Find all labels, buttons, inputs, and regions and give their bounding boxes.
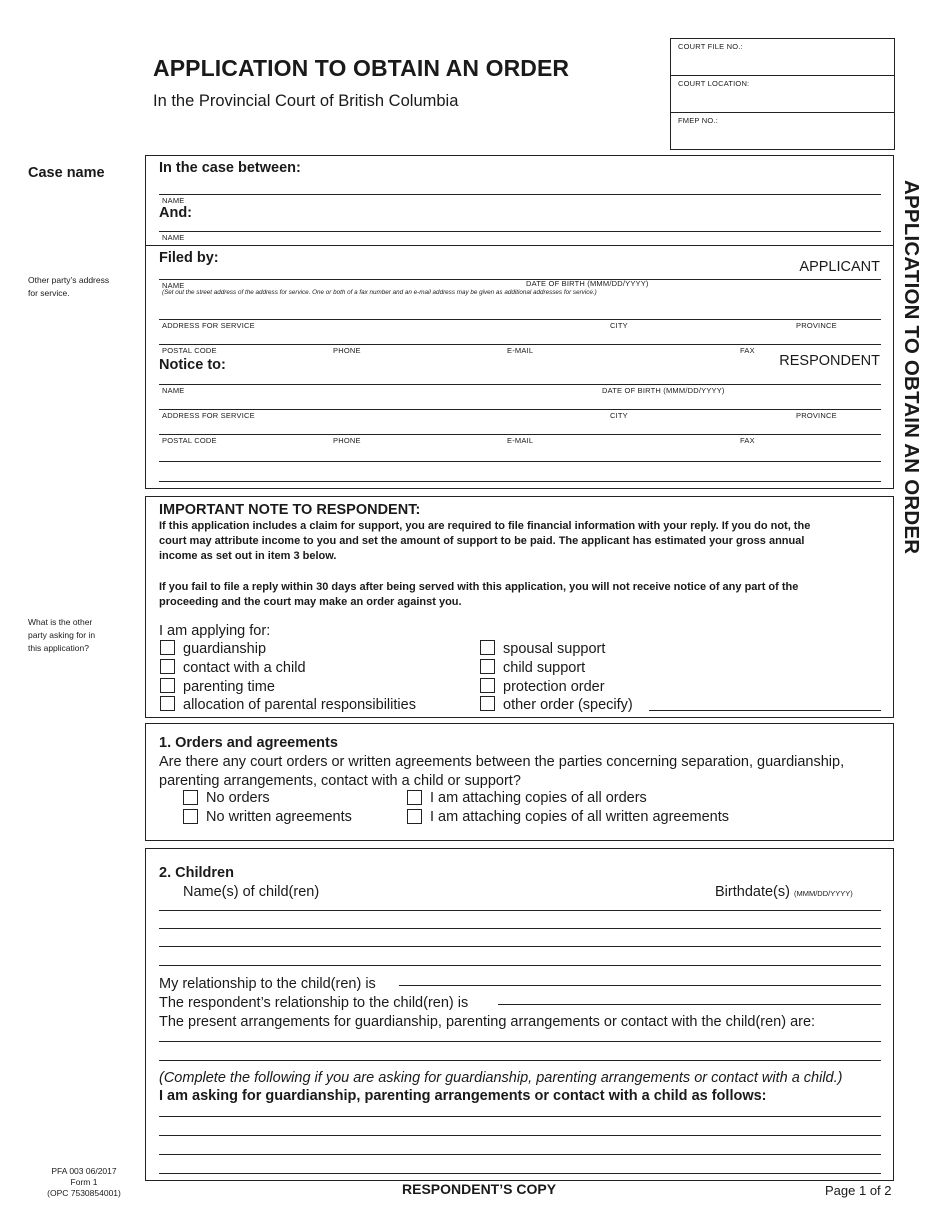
respondent-province-label: PROVINCE [796,411,837,420]
birthdates-label: Birthdate(s) (MMM/DD/YYYY) [715,884,853,900]
extra-line-1[interactable] [159,461,881,462]
case-parties-section [145,155,894,489]
case-name-label: Case name [28,165,105,181]
no-written-agreements-label: No written agreements [206,809,352,825]
respondent-contact-line[interactable] [159,434,881,435]
applying-hint: What is the other party asking for in this application? [28,617,96,653]
form-title: APPLICATION TO OBTAIN AN ORDER [153,55,570,81]
other-order-specify-line[interactable] [649,710,881,711]
reply-notice-text: If you fail to file a reply within 30 days after being served with this application, you will not receive notice of any part of the proceeding and the court may make an order against you. [159,581,799,608]
attaching-orders-checkbox[interactable] [407,790,422,805]
respondent-fax-label: FAX [740,436,755,445]
parenting-time-label: parenting time [183,679,275,695]
parental-responsibilities-checkbox[interactable] [160,696,175,711]
orders-agreements-question: Are there any court orders or written agreements between the parties concerning separation, guardianship, parenting arrangements, contact with a child or support? [159,754,845,789]
spousal-support-checkbox[interactable] [480,640,495,655]
respondent-relationship-line[interactable] [498,1004,881,1005]
child-line-2[interactable] [159,928,881,929]
orders-agreements-section [145,723,894,841]
in-case-between-heading: In the case between: [159,160,301,176]
applicant-name-line[interactable] [159,279,881,280]
other-order-checkbox[interactable] [480,696,495,711]
respondent-address-label: ADDRESS FOR SERVICE [162,411,255,420]
protection-order-checkbox[interactable] [480,678,495,693]
asking-line-3[interactable] [159,1154,881,1155]
address-service-note: (Set out the street address of the address for service. One or both of a fax number and an e-mail address may be given as additional addresses for service.) [162,289,597,296]
respondent-address-line[interactable] [159,409,881,410]
birthdates-format: (MMM/DD/YYYY) [793,889,853,898]
notice-to-heading: Notice to: [159,357,226,373]
attaching-agreements-checkbox[interactable] [407,809,422,824]
child-line-4[interactable] [159,965,881,966]
asking-for-label: I am asking for guardianship, parenting arrangements or contact with a child as follows: [159,1088,767,1104]
form-subtitle: In the Provincial Court of British Columbia [153,92,459,110]
complete-following-note: (Complete the following if you are asking for guardianship, parenting arrangements or contact with a child.) [159,1070,843,1086]
support-notice-text: If this application includes a claim for support, you are required to file financial information with your reply. If you do not, the court may attribute income to you and set the amount of support to be paid. The applicant has estimated your gross annual income as set out in item 3 below. [159,520,811,562]
guardianship-checkbox[interactable] [160,640,175,655]
applicant-role-label: APPLICANT [799,259,880,275]
spousal-support-label: spousal support [503,641,606,657]
parental-responsibilities-label: allocation of parental responsibilities [183,697,416,713]
no-written-agreements-checkbox[interactable] [183,809,198,824]
respondent-email-label: E-MAIL [507,436,534,445]
applicant-address-line[interactable] [159,319,881,320]
vertical-form-title: APPLICATION TO OBTAIN AN ORDER [900,180,923,555]
and-heading: And: [159,205,193,221]
respondent-postal-label: POSTAL CODE [162,436,217,445]
fmep-no-label: FMEP NO.: [678,116,718,125]
applicant-postal-label: POSTAL CODE [162,346,217,355]
court-location-label: COURT LOCATION: [678,79,750,88]
case-name-line-1[interactable] [159,194,881,195]
applicant-phone-label: PHONE [333,346,361,355]
attaching-orders-label: I am attaching copies of all orders [430,790,647,806]
child-line-3[interactable] [159,946,881,947]
guardianship-label: guardianship [183,641,267,657]
respondent-dob-label: DATE OF BIRTH (MMM/DD/YYYY) [602,386,725,395]
applicant-contact-line[interactable] [159,344,881,345]
my-relationship-line[interactable] [399,985,881,986]
children-section [145,848,894,1181]
child-line-1[interactable] [159,910,881,911]
my-relationship-label: My relationship to the child(ren) is [159,976,376,992]
asking-line-4[interactable] [159,1173,881,1174]
important-note-heading: IMPORTANT NOTE TO RESPONDENT: [159,502,421,518]
section-divider [146,245,893,246]
respondent-role-label: RESPONDENT [779,353,880,369]
court-info-box [670,38,895,150]
orders-agreements-heading: 1. Orders and agreements [159,735,338,751]
child-names-label: Name(s) of child(ren) [183,884,320,900]
applicant-city-label: CITY [610,321,628,330]
respondent-name-line[interactable] [159,384,881,385]
applicant-dob-label: DATE OF BIRTH (MMM/DD/YYYY) [526,279,649,288]
other-party-address-hint: Other party’s address for service. [28,275,110,298]
form-code-block: PFA 003 06/2017 Form 1 (OPC 7530854001) [47,1166,121,1198]
contact-with-child-checkbox[interactable] [160,659,175,674]
arrangements-line-1[interactable] [159,1041,881,1042]
applicant-email-label: E-MAIL [507,346,534,355]
respondent-name-label: NAME [162,386,185,395]
court-file-no-field[interactable] [671,39,894,76]
parenting-time-checkbox[interactable] [160,678,175,693]
respondent-city-label: CITY [610,411,628,420]
court-file-no-label: COURT FILE NO.: [678,42,743,51]
page-number: Page 1 of 2 [825,1183,892,1198]
asking-line-1[interactable] [159,1116,881,1117]
applicant-name-label: NAME [162,281,185,290]
attaching-agreements-label: I am attaching copies of all written agreements [430,809,730,825]
court-location-field[interactable] [671,76,894,113]
protection-order-label: protection order [503,679,605,695]
contact-with-child-label: contact with a child [183,660,306,676]
case-name-label-2: NAME [162,233,185,242]
applicant-fax-label: FAX [740,346,755,355]
children-heading: 2. Children [159,865,234,881]
fmep-no-field[interactable] [671,113,894,150]
other-order-label: other order (specify) [503,697,633,713]
no-orders-label: No orders [206,790,270,806]
arrangements-line-2[interactable] [159,1060,881,1061]
no-orders-checkbox[interactable] [183,790,198,805]
applicant-province-label: PROVINCE [796,321,837,330]
child-support-checkbox[interactable] [480,659,495,674]
child-support-label: child support [503,660,586,676]
asking-line-2[interactable] [159,1135,881,1136]
important-note-section [145,496,894,718]
respondent-relationship-label: The respondent’s relationship to the child(ren) is [159,995,469,1011]
case-name-label-1: NAME [162,196,185,205]
respondent-phone-label: PHONE [333,436,361,445]
respondents-copy-label: RESPONDENT’S COPY [402,1181,557,1197]
case-name-line-2[interactable] [159,231,881,232]
extra-line-2[interactable] [159,481,881,482]
present-arrangements-label: The present arrangements for guardianship, parenting arrangements or contact with the child(ren) are: [159,1014,816,1030]
applying-for-label: I am applying for: [159,623,271,639]
applicant-address-label: ADDRESS FOR SERVICE [162,321,255,330]
filed-by-heading: Filed by: [159,250,219,266]
